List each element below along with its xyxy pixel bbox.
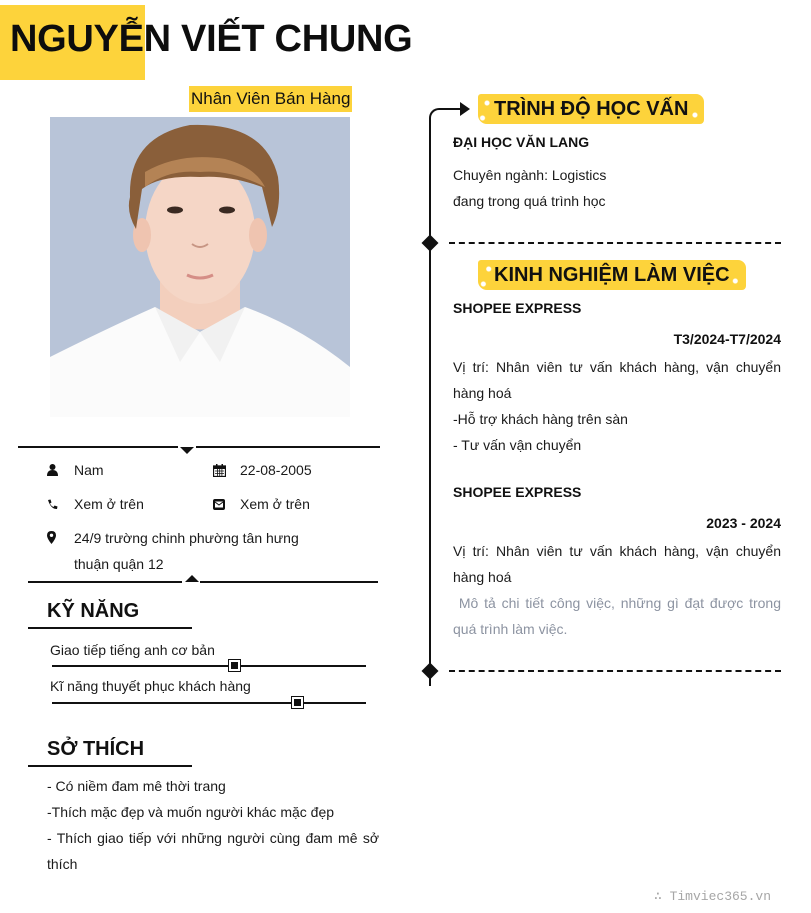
portrait-image	[50, 117, 350, 417]
education-major: Chuyên ngành: Logistics	[453, 167, 607, 183]
contact-email	[213, 491, 310, 517]
skills-heading-underline	[28, 627, 192, 629]
job-company: SHOPEE EXPRESS	[453, 300, 582, 316]
email-value: Xem ở trên	[240, 496, 310, 512]
job-period: 2023 - 2024	[706, 515, 781, 531]
address-line-2: thuận quận 12	[74, 556, 164, 572]
skill-label: Giao tiếp tiếng anh cơ bản	[50, 642, 215, 658]
birthday-value: 22-08-2005	[240, 462, 312, 478]
triangle-down-icon	[180, 447, 194, 454]
timeline-line	[429, 120, 431, 686]
gender-value: Nam	[74, 462, 104, 478]
contact-address	[47, 525, 299, 577]
skill-bar	[52, 665, 366, 667]
skills-heading: KỸ NĂNG	[47, 600, 140, 622]
hobby-item: -Thích mặc đẹp và muốn người khác mặc đẹp	[47, 804, 335, 820]
triangle-up-icon	[185, 575, 199, 582]
job-description-placeholder: Mô tả chi tiết công việc, những gì đạt được trong quá trình làm việc.	[453, 595, 785, 637]
school-name: ĐẠI HỌC VĂN LANG	[453, 134, 590, 150]
hobbies-heading: SỞ THÍCH	[47, 738, 145, 760]
skill-level-handle	[292, 697, 303, 708]
calendar-icon	[213, 457, 240, 483]
envelope-icon	[213, 491, 240, 517]
contact-divider-top	[18, 446, 380, 448]
hobby-item: - Có niềm đam mê thời trang	[47, 778, 226, 794]
arrow-right-icon	[460, 102, 470, 116]
profile-photo	[50, 117, 350, 417]
contact-gender	[47, 457, 104, 483]
education-heading: TRÌNH ĐỘ HỌC VẤN	[478, 94, 704, 124]
contact-birthday	[213, 457, 312, 483]
watermark: ∴ Timviec365.vn	[653, 889, 771, 904]
job-company: SHOPEE EXPRESS	[453, 484, 582, 500]
job-detail: - Tư vấn vận chuyển	[453, 437, 582, 453]
section-dashed-divider	[449, 242, 781, 244]
job-position: Vị trí: Nhân viên tư vấn khách hàng, vận chuyển hàng hoá	[453, 543, 781, 585]
diamond-marker-icon	[422, 235, 439, 252]
skill-label: Kĩ năng thuyết phục khách hàng	[50, 678, 251, 694]
skill-bar	[52, 702, 366, 704]
contact-phone	[47, 491, 144, 517]
address-line-1: 24/9 trường chinh phường tân hưng	[74, 530, 299, 546]
candidate-name: NGUYỄN VIẾT CHUNG	[10, 18, 413, 60]
job-title: Nhân Viên Bán Hàng	[189, 86, 352, 112]
user-icon	[47, 457, 74, 483]
phone-icon	[47, 491, 74, 517]
hobby-item: - Thích giao tiếp với những người cùng đam mê sở thích	[47, 830, 379, 872]
job-period: T3/2024-T7/2024	[673, 331, 781, 347]
experience-heading: KINH NGHIỆM LÀM VIỆC	[478, 260, 746, 290]
job-position: Vị trí: Nhân viên tư vấn khách hàng, vận chuyển hàng hoá	[453, 359, 781, 401]
map-marker-icon	[47, 525, 74, 551]
timeline-curve	[429, 108, 449, 128]
job-detail: -Hỗ trợ khách hàng trên sàn	[453, 411, 628, 427]
contact-divider-bottom	[28, 581, 378, 583]
phone-value: Xem ở trên	[74, 496, 144, 512]
section-dashed-divider	[449, 670, 781, 672]
education-status: đang trong quá trình học	[453, 193, 606, 209]
skill-level-handle	[229, 660, 240, 671]
diamond-marker-icon	[422, 663, 439, 680]
hobbies-heading-underline	[28, 765, 192, 767]
